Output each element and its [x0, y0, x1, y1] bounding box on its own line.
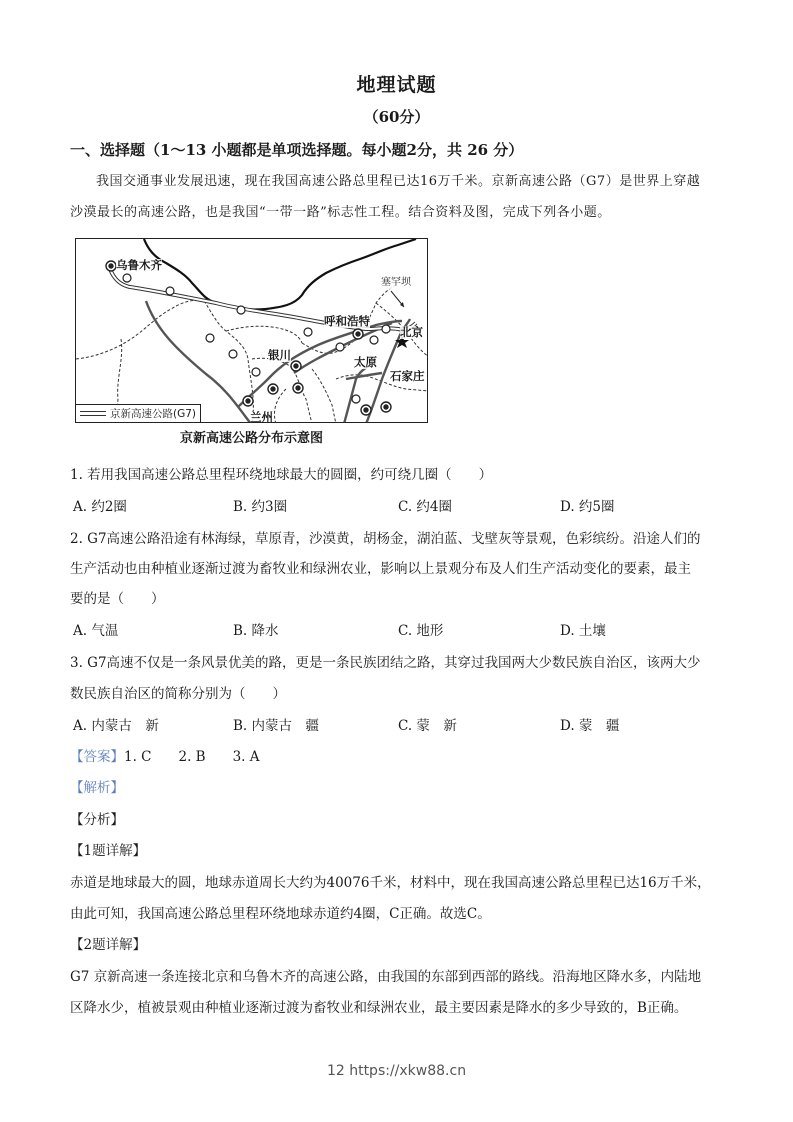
city-label-yinchuan: 银川 — [268, 348, 291, 362]
q2-detail-title: 【2题详解】 — [70, 937, 147, 953]
city-label-beijing: 北京 — [400, 325, 423, 339]
section-heading: 一、选择题（1～13 小题都是单项选择题。每小题2分，共 26 分） — [70, 141, 524, 159]
question-3-options — [0, 714, 793, 734]
answer-row — [70, 745, 730, 765]
answer-values: 1. C 2. B 3. A — [124, 749, 260, 765]
q2-detail-line-2: 区降水少，植被景观由种植业逐渐过渡为畜牧业和绿洲农业，最主要因素是降水的多少导致的，B正确。 — [70, 1000, 688, 1016]
page-footer: 12 https://xkw88.cn — [326, 1063, 467, 1079]
q1-detail-line-2: 由此可知，我国高速公路总里程环绕地球赤道约4圈，C正确。故选C。 — [70, 906, 491, 922]
fenxi-label: 【分析】 — [70, 812, 124, 828]
question-3-stem-line-1: 3. G7高速不仅是一条风景优美的路，更是一条民族团结之路，其穿过我国两大少数民族自治区，该两大少 — [70, 655, 701, 671]
q3-option-b[interactable]: B. 内蒙古 疆 — [233, 718, 320, 734]
q2-option-d[interactable]: D. 土壤 — [560, 623, 606, 639]
city-label-urumqi: 乌鲁木齐 — [116, 258, 162, 272]
q2-option-a[interactable]: A. 气温 — [73, 623, 119, 639]
q1-option-c[interactable]: C. 约4圈 — [398, 499, 453, 515]
q2-detail-line-1: G7 京新高速一条连接北京和乌鲁木齐的高速公路，由我国的东部到西部的路线。沿海地区降水多，内陆地 — [70, 969, 702, 985]
answer-label: 【答案】 — [70, 749, 124, 765]
city-label-taiyuan: 太原 — [354, 355, 377, 369]
q1-option-a[interactable]: A. 约2圈 — [73, 499, 127, 515]
question-3-stem-line-2: 数民族自治区的简称分别为（ ） — [70, 686, 286, 702]
question-1-options — [0, 495, 793, 515]
city-label-shijiazhuang: 石家庄 — [390, 369, 425, 383]
question-2-options — [0, 619, 793, 639]
highway-map — [75, 238, 428, 423]
q2-option-b[interactable]: B. 降水 — [233, 623, 279, 639]
q3-option-d[interactable]: D. 蒙 疆 — [560, 718, 620, 734]
q3-option-a[interactable]: A. 内蒙古 新 — [73, 718, 159, 734]
q1-option-b[interactable]: B. 约3圈 — [233, 499, 288, 515]
q1-detail-title: 【1题详解】 — [70, 843, 147, 859]
analysis-label: 【解析】 — [70, 780, 124, 796]
g7-line-symbol-icon — [80, 411, 106, 416]
intro-line-2: 沙漠最长的高速公路，也是我国“一带一路”标志性工程。结合资料及图，完成下列各小题。 — [70, 205, 611, 220]
map-caption: 京新高速公路分布示意图 — [179, 431, 323, 446]
question-2-stem-line-1: 2. G7高速公路沿途有林海绿，草原青，沙漠黄，胡杨金，湖泊蓝、戈壁灰等景观，色彩缤纷。沿途人们的 — [70, 531, 701, 547]
intro-line-1: 我国交通事业发展迅速，现在我国高速公路总里程已达16万千米。京新高速公路（G7）是世界上穿越 — [96, 174, 701, 189]
question-2-stem-line-3: 要的是（ ） — [70, 591, 165, 607]
question-1-stem: 1. 若用我国高速公路总里程环绕地球最大的圆圈，约可绕几圈（ ） — [70, 467, 493, 483]
map-legend — [76, 404, 201, 422]
city-label-hohhot: 呼和浩特 — [324, 314, 370, 328]
q2-option-c[interactable]: C. 地形 — [398, 623, 444, 639]
question-2-stem-line-2: 生产活动也由种植业逐渐过渡为畜牧业和绿洲农业，影响以上景观分布及人们生产活动变化的要素，最主 — [70, 561, 691, 577]
city-label-lanzhou: 兰州 — [250, 410, 273, 423]
q1-detail-line-1: 赤道是地球最大的圆，地球赤道周长大约为40076千米，材料中，现在我国高速公路总里程已达16万千米， — [70, 875, 711, 891]
intro-paragraph — [70, 166, 730, 228]
page-title: 地理试题 — [356, 74, 437, 96]
city-label-saihanba: 塞罕坝 — [381, 277, 411, 288]
legend-label: 京新高速公路(G7) — [110, 408, 197, 420]
total-score: （60分） — [363, 108, 430, 126]
q3-option-c[interactable]: C. 蒙 新 — [398, 718, 457, 734]
q1-option-d[interactable]: D. 约5圈 — [560, 499, 615, 515]
